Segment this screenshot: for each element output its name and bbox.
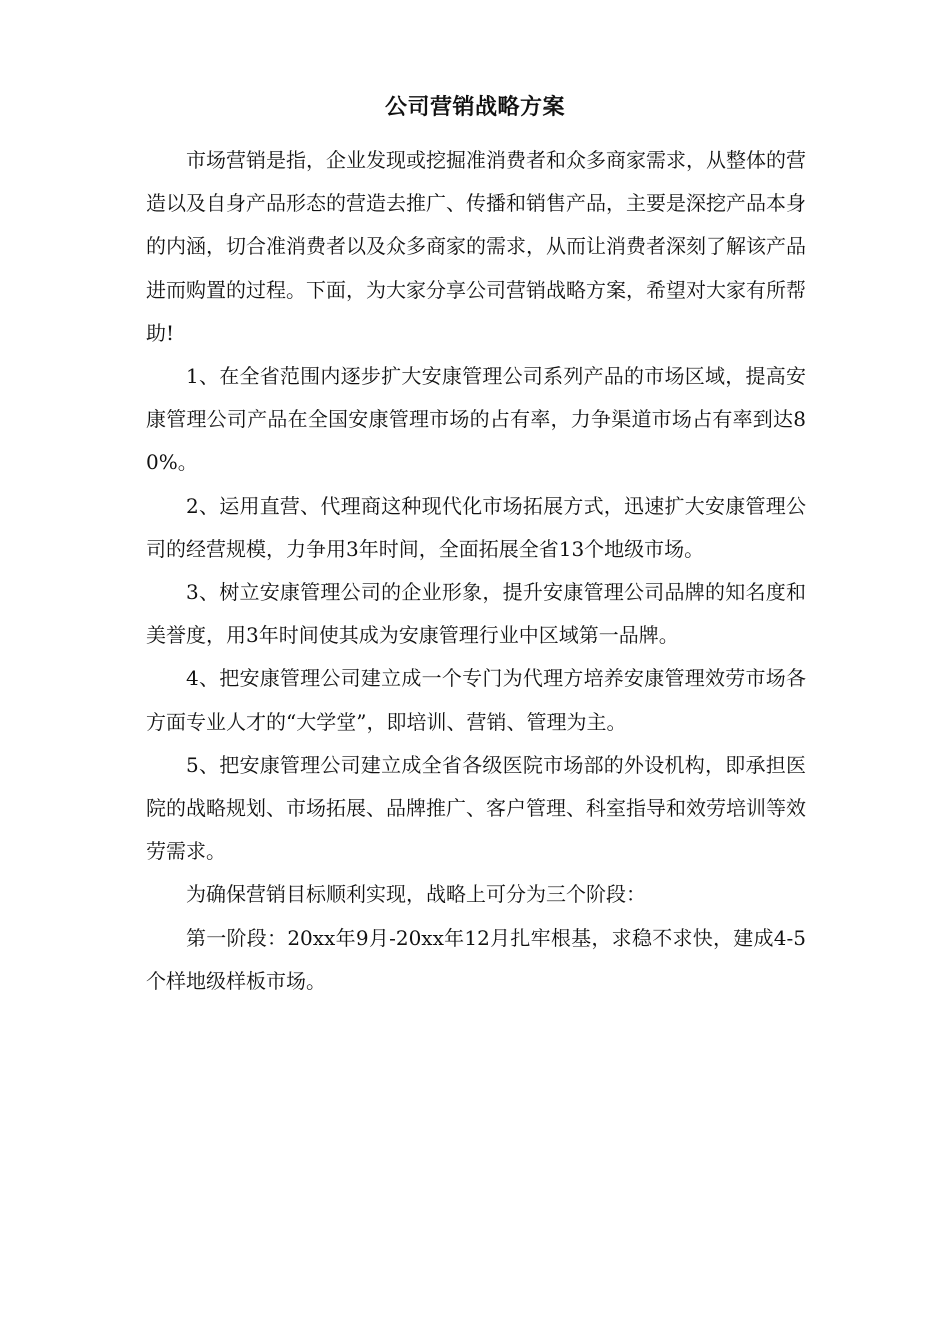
- stage-one-paragraph: 第一阶段：20xx年9月-20xx年12月扎牢根基，求稳不求快，建成4-5个样地级样板市场。: [146, 925, 806, 993]
- stages-intro-paragraph: 为确保营销目标顺利实现，战略上可分为三个阶段：: [186, 882, 646, 907]
- goal-paragraph-5: 5、把安康管理公司建立成全省各级医院市场部的外设机构，即承担医院的战略规划、市场拓展、品牌推广、客户管理、科室指导和效劳培训等效劳需求。: [146, 752, 806, 864]
- intro-paragraph: 市场营销是指，企业发现或挖掘准消费者和众多商家需求，从整体的营造以及自身产品形态的营造去推广、传播和销售产品，主要是深挖产品本身的内涵，切合准消费者以及众多商家的需求，从而让消费者深刻了解该产品进而购置的过程。下面，为大家分享公司营销战略方案，希望对大家有所帮助!: [146, 148, 806, 345]
- goal-paragraph-3: 3、树立安康管理公司的企业形象，提升安康管理公司品牌的知名度和美誉度，用3年时间使其成为安康管理行业中区域第一品牌。: [146, 580, 806, 648]
- document-body: [146, 139, 806, 1003]
- goal-paragraph-4: 4、把安康管理公司建立成一个专门为代理方培养安康管理效劳市场各方面专业人才的“大学堂”，即培训、营销、管理为主。: [146, 666, 806, 734]
- goal-paragraph-2: 2、运用直营、代理商这种现代化市场拓展方式，迅速扩大安康管理公司的经营规模，力争用3年时间，全面拓展全省13个地级市场。: [146, 493, 806, 561]
- goal-paragraph-1: 1、在全省范围内逐步扩大安康管理公司系列产品的市场区域，提高安康管理公司产品在全国安康管理市场的占有率，力争渠道市场占有率到达80%。: [146, 364, 806, 475]
- document-title: 公司营销战略方案: [384, 95, 565, 120]
